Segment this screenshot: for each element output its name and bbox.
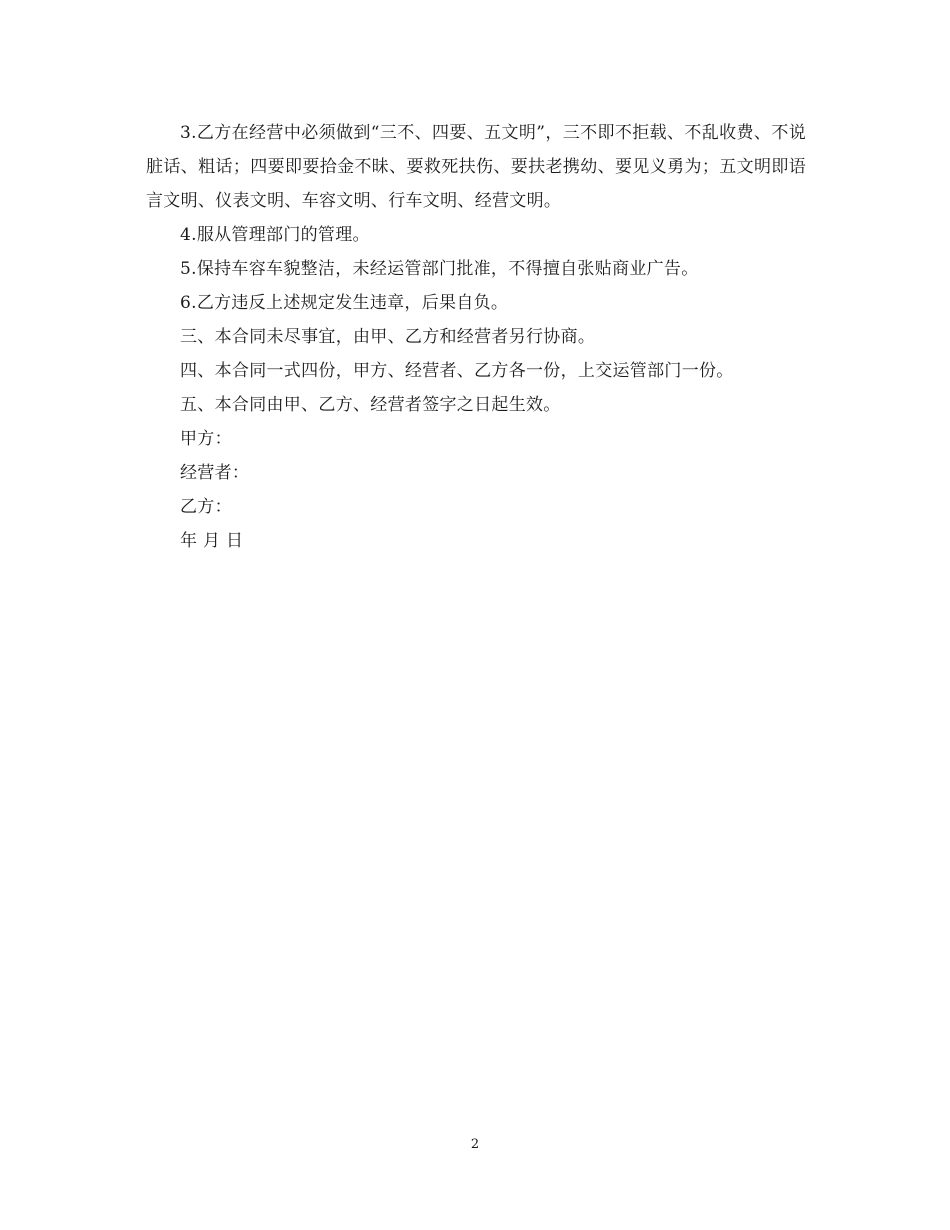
- signature-operator: 经营者：: [180, 463, 250, 483]
- document-body: [146, 116, 806, 558]
- section-4-copies: 四、本合同一式四份，甲方、经营者、乙方各一份，上交运管部门一份。: [180, 361, 734, 381]
- signature-date: 年 月 日: [180, 531, 244, 551]
- signature-party-a: 甲方：: [180, 429, 232, 449]
- section-5-effective-date: 五、本合同由甲、乙方、经营者签字之日起生效。: [180, 395, 561, 415]
- clause-5-vehicle-cleanliness: 5.保持车容车貌整洁，未经运管部门批准，不得擅自张贴商业广告。: [180, 259, 699, 279]
- clause-3-civility-rules: 3.乙方在经营中必须做到“三不、四要、五文明”，三不即不拒载、不乱收费、不说脏话、粗话；四要即要拾金不昧、要救死扶伤、要扶老携幼、要见义勇为；五文明即语言文明、仪表文明、车容文明、行车文明、经营文明。: [146, 123, 806, 211]
- clause-4-obey-management: 4.服从管理部门的管理。: [180, 225, 370, 245]
- signature-party-b: 乙方：: [180, 497, 232, 517]
- page-number: 2: [470, 1137, 480, 1152]
- section-3-unresolved-matters: 三、本合同未尽事宜，由甲、乙方和经营者另行协商。: [180, 327, 596, 347]
- clause-6-violation-liability: 6.乙方违反上述规定发生违章，后果自负。: [180, 293, 509, 313]
